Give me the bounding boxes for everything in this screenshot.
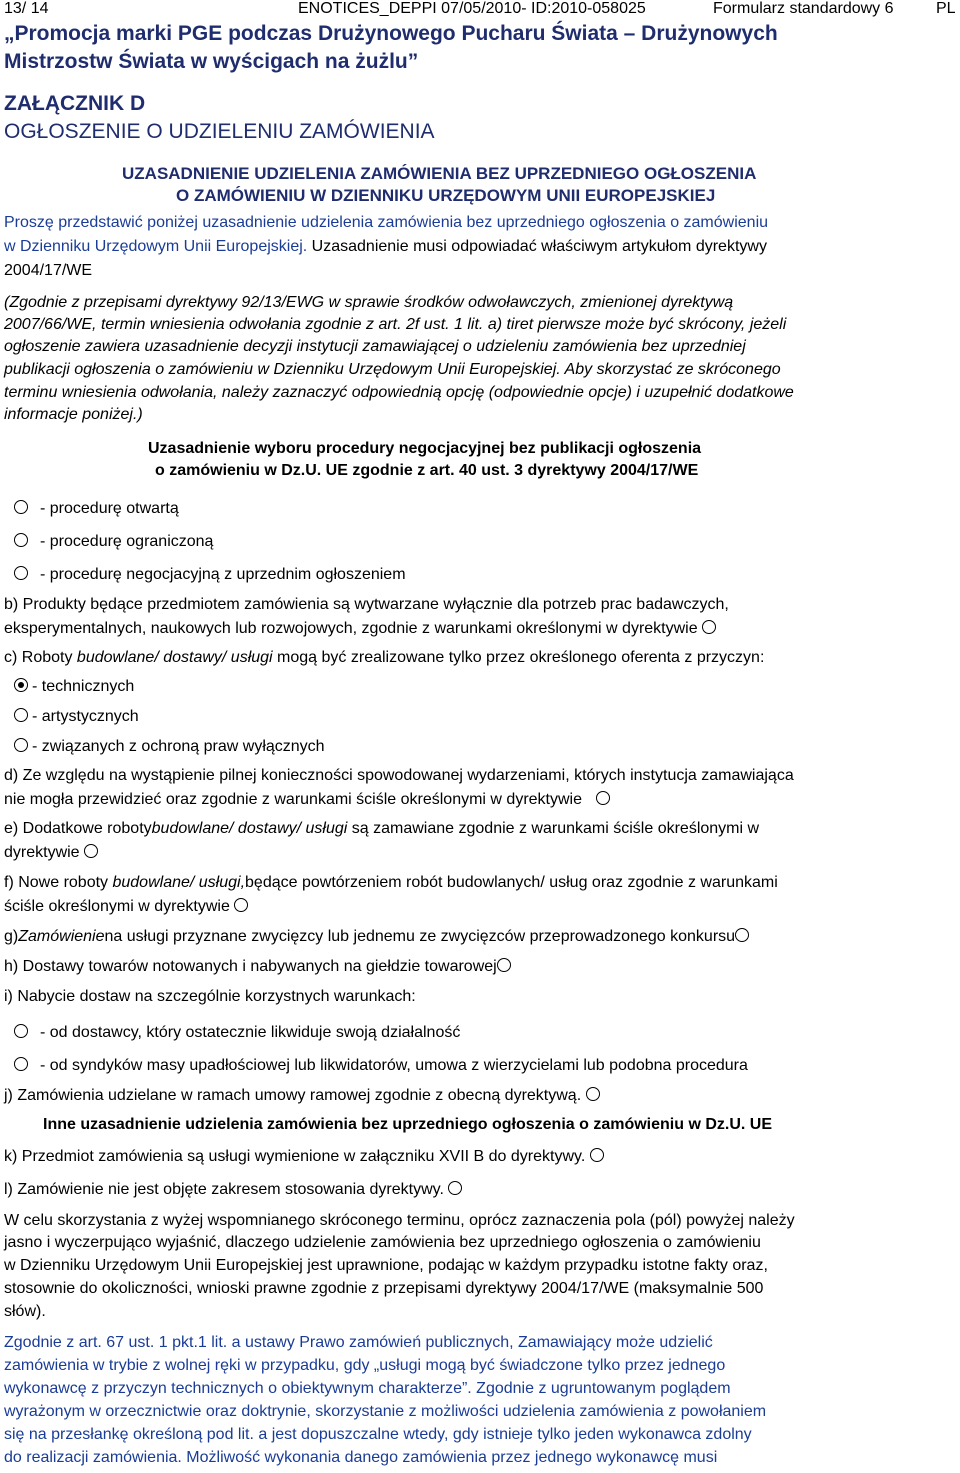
radio-empty-icon[interactable] [14, 533, 28, 547]
radio-empty-icon[interactable] [84, 844, 98, 858]
item-b-line2: eksperymentalnych, naukowych lub rozwojowych, zgodnie z warunkami określonymi w dyrektywie [4, 620, 716, 638]
justification-line6: do realizacji zamówienia. Możliwość wykonania danego zamówienia przez jednego wykonawcę musi [4, 1449, 718, 1466]
radio-empty-icon[interactable] [497, 958, 511, 972]
language-code: PL [936, 0, 956, 17]
note-line6: informacje poniżej.) [4, 406, 143, 423]
radio-empty-icon[interactable] [14, 708, 28, 722]
item-k: k) Przedmiot zamówienia są usługi wymienione w załączniku XVII B do dyrektywy. [4, 1148, 604, 1166]
note-line4: publikacji ogłoszenia o zamówieniu w Dzienniku Urzędowym Unii Europejskiej. Aby skorzystać ze skróconego [4, 361, 781, 378]
negotiated-heading-line1: Uzasadnienie wyboru procedury negocjacyjnej bez publikacji ogłoszenia [148, 440, 702, 457]
option-open-procedure[interactable]: - procedurę otwartą [14, 500, 179, 518]
option-exclusive-rights[interactable]: - związanych z ochroną praw wyłącznych [14, 738, 325, 756]
radio-empty-icon[interactable] [596, 791, 610, 805]
justification-line5: się na przesłankę określoną pod lit. a jest dopuszczalne wtedy, gdy istnieje tylko jeden wykonawca zdolny [4, 1426, 752, 1443]
radio-empty-icon[interactable] [14, 1057, 28, 1071]
justification-line2: zamówienia w trybie z wolnej ręki w przypadku, gdy „usługi mogą być świadczone tylko przez jednego [4, 1357, 726, 1374]
intro-line2-black: Uzasadnienie musi odpowiadać właściwym artykułom dyrektywy [307, 238, 767, 255]
item-c: c) Roboty budowlane/ dostawy/ usługi mogą być zrealizowane tylko przez określonego oferenta z przyczyn: [4, 649, 765, 666]
radio-empty-icon[interactable] [735, 928, 749, 942]
section-heading-line2: O ZAMÓWIENIU W DZIENNIKU URZĘDOWYM UNII EUROPEJSKIEJ [176, 186, 716, 205]
radio-empty-icon[interactable] [14, 566, 28, 580]
intro-line3: 2004/17/WE [4, 262, 93, 279]
explain-line2: jasno i wyczerpująco wyjaśnić, dlaczego udzielenie zamówienia bez uprzedniego ogłoszenia o zamówieniu [4, 1234, 761, 1251]
justification-line1: Zgodnie z art. 67 ust. 1 pkt.1 lit. a ustawy Prawo zamówień publicznych, Zamawiający może udzielić [4, 1334, 713, 1351]
note-line5: terminu wniesienia odwołania, należy zaznaczyć odpowiednią opcję (odpowiednie opcje) i uzupełnić dodatkowe [4, 384, 794, 401]
intro-line2 [4, 238, 767, 256]
item-g: g)Zamówieniena usługi przyznane zwycięzcy lub jednemu ze zwycięzców przeprowadzonego konkursu [4, 928, 749, 946]
option-restricted-procedure[interactable]: - procedurę ograniczoną [14, 533, 213, 551]
radio-empty-icon[interactable] [586, 1087, 600, 1101]
intro-line2-blue: w Dzienniku Urzędowym Unii Europejskiej. [4, 238, 308, 255]
radio-empty-icon[interactable] [14, 1024, 28, 1038]
option-liquidating-supplier[interactable]: - od dostawcy, który ostatecznie likwiduje swoją działalność [14, 1024, 460, 1042]
notice-title-line1: „Promocja marki PGE podczas Drużynowego Pucharu Świata – Drużynowych [4, 22, 778, 45]
radio-empty-icon[interactable] [448, 1181, 462, 1195]
annex-label: ZAŁĄCZNIK D [4, 92, 146, 115]
note-line3: ogłoszenie zawiera uzasadnienie decyzji instytucji zamawiającej o udzieleniu zamówienia bez uprzedniej [4, 338, 746, 355]
radio-empty-icon[interactable] [234, 898, 248, 912]
page-number: 13/ 14 [4, 0, 49, 17]
item-b-line1: b) Produkty będące przedmiotem zamówienia są wytwarzane wyłącznie dla potrzeb prac badawczych, [4, 596, 729, 613]
note-line2: 2007/66/WE, termin wniesienia odwołania zgodnie z art. 2f ust. 1 lit. a) tiret pierwsze może być skrócony, jeżeli [4, 316, 787, 333]
annex-subtitle: OGŁOSZENIE O UDZIELENIU ZAMÓWIENIA [4, 120, 435, 143]
item-f-line2: ściśle określonymi w dyrektywie [4, 898, 248, 916]
explain-line4: stosownie do okoliczności, wnioski prawne zgodnie z przepisami dyrektywy 2004/17/WE (maksymalnie 500 [4, 1280, 764, 1297]
negotiated-heading-line2: o zamówieniu w Dz.U. UE zgodnie z art. 40 ust. 3 dyrektywy 2004/17/WE [155, 462, 699, 479]
other-heading: Inne uzasadnienie udzielenia zamówienia bez uprzedniego ogłoszenia o zamówieniu w Dz.U. UE [43, 1116, 773, 1133]
notice-title-line2: Mistrzostw Świata w wyścigach na żużlu” [4, 50, 419, 73]
explain-line3: w Dzienniku Urzędowym Unii Europejskiej jest uprawnione, podając w każdym przypadku istotne fakty oraz, [4, 1257, 768, 1274]
option-technical[interactable]: - technicznych [14, 678, 134, 696]
radio-checked-icon[interactable] [14, 678, 28, 692]
section-heading-line1: UZASADNIENIE UDZIELENIA ZAMÓWIENIA BEZ UPRZEDNIEGO OGŁOSZENIA [122, 164, 757, 183]
item-e-line2: dyrektywie [4, 844, 98, 862]
item-i: i) Nabycie dostaw na szczególnie korzystnych warunkach: [4, 988, 416, 1005]
radio-empty-icon[interactable] [14, 738, 28, 752]
explain-line1: W celu skorzystania z wyżej wspomnianego skróconego terminu, oprócz zaznaczenia pola (pól) powyżej należy [4, 1212, 795, 1229]
radio-empty-icon[interactable] [14, 500, 28, 514]
option-negotiated-procedure[interactable]: - procedurę negocjacyjną z uprzednim ogłoszeniem [14, 566, 406, 584]
item-e-line1: e) Dodatkowe robotybudowlane/ dostawy/ usługi są zamawiane zgodnie z warunkami ściśle określonymi w [4, 820, 760, 837]
justification-line3: wykonawcę z przyczyn technicznych o obiektywnym charakterze”. Zgodnie z ugruntowanym poglądem [4, 1380, 731, 1397]
note-line1: (Zgodnie z przepisami dyrektywy 92/13/EWG w sprawie środków odwoławczych, zmienionej dyrektywą [4, 294, 734, 311]
item-l: l) Zamówienie nie jest objęte zakresem stosowania dyrektywy. [4, 1181, 462, 1199]
item-d-line1: d) Ze względu na wystąpienie pilnej konieczności spowodowanej wydarzeniami, których instytucja zamawiająca [4, 767, 794, 784]
radio-empty-icon[interactable] [702, 620, 716, 634]
form-name: Formularz standardowy 6 [713, 0, 894, 17]
radio-empty-icon[interactable] [590, 1148, 604, 1162]
option-artistic[interactable]: - artystycznych [14, 708, 139, 726]
item-j: j) Zamówienia udzielane w ramach umowy ramowej zgodnie z obecną dyrektywą. [4, 1087, 600, 1105]
explain-line5: słów). [4, 1303, 46, 1320]
option-receivers[interactable]: - od syndyków masy upadłościowej lub likwidatorów, umowa z wierzycielami lub podobna procedura [14, 1057, 748, 1075]
justification-line4: wyrażonym w orzecznictwie oraz doktrynie, skorzystanie z możliwości udzielenia zamówienia z powołaniem [4, 1403, 767, 1420]
item-f-line1: f) Nowe roboty budowlane/ usługi,będące powtórzeniem robót budowlanych/ usług oraz zgodnie z warunkami [4, 874, 778, 891]
intro-line1: Proszę przedstawić poniżej uzasadnienie udzielenia zamówienia bez uprzedniego ogłoszenia o zamówieniu [4, 214, 769, 231]
item-h: h) Dostawy towarów notowanych i nabywanych na giełdzie towarowej [4, 958, 511, 976]
item-d-line2: nie mogła przewidzieć oraz zgodnie z warunkami ściśle określonymi w dyrektywie [4, 791, 610, 809]
notice-id: ENOTICES_DEPPI 07/05/2010- ID:2010-058025 [298, 0, 646, 17]
